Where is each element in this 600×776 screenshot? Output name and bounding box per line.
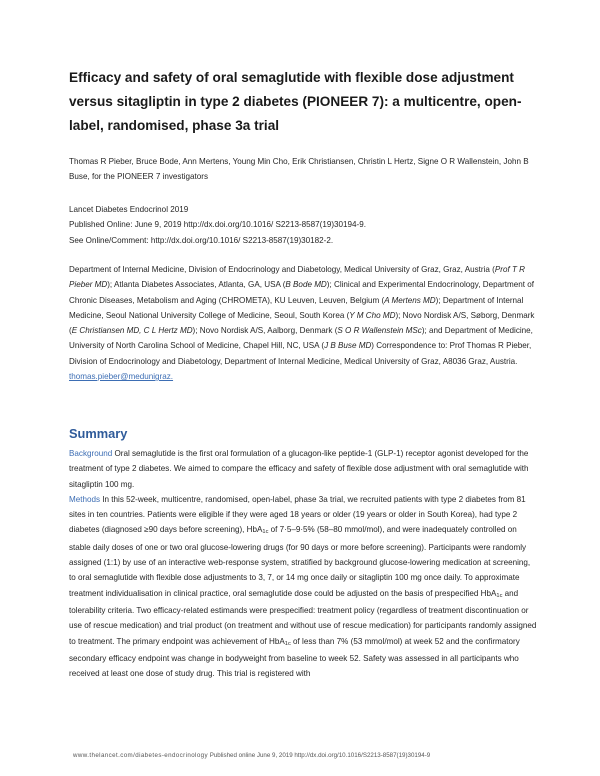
subscript: 1c	[496, 592, 503, 599]
subscript: 1c	[262, 529, 269, 536]
methods-text: and tolerability criteria. Two efficacy-related estimands were prespecified: treatment policy (regardless of treatment discontinuation or use of rescue medication) and trial product (on treatment and without use of rescue medication) for participants randomly assigned to treatment. The primary endpoint was achievement of HbA	[69, 588, 537, 646]
affiliation-author: Y M Cho MD	[349, 310, 396, 320]
subscript: 1c	[284, 640, 291, 647]
background-text: Oral semaglutide is the first oral formulation of a glucagon-like peptide-1 (GLP-1) receptor agonist developed for the treatment of type 2 diabetes. We aimed to compare the efficacy and safety of flexible dose adjustment with oral semaglutide with sitagliptin 100 mg.	[69, 449, 529, 489]
summary-heading: Summary	[69, 426, 128, 441]
see-comment: See Online/Comment: http://dx.doi.org/10.1016/ S2213-8587(19)30182-2.	[69, 235, 334, 245]
background-label: Background	[69, 449, 113, 458]
affiliation-text: Department of Internal Medicine, Division of Endocrinology and Diabetology, Medical University of Graz, Graz, Austria (	[69, 265, 495, 274]
affiliation-text: ) Correspondence to: Prof Thomas R Pieber, Division of Endocrinology and Diabetology, Department of Internal Medicine, Medical University of Graz, A8036 Graz, Austria.	[69, 341, 532, 366]
footer-published: Published online June 9, 2019 http://dx.doi.org/10.1016/S2213-8587(19)30194-9	[208, 752, 431, 759]
affiliations	[69, 262, 539, 384]
methods-text: of 7·5–9·5% (58–80 mmol/mol), and were inadequately controlled on stable daily doses of one or two oral glucose-lowering drugs (for 90 days or more before screening). Participants were randomly assigned (1:1) by use of an interactive web-response system, stratified by background glucose-lowering medication at screening, to oral semaglutide with flexible dose adjustments to 3, 7, or 14 mg once daily or sitagliptin 100 mg once daily. To approximate treatment individualisation in clinical practice, oral semaglutide dose could be adjusted on the basis of prespecified HbA	[69, 525, 531, 598]
affiliation-author: J B Buse MD	[324, 341, 372, 351]
affiliation-author: B Bode MD	[285, 280, 327, 290]
affiliation-text: ); Novo Nordisk A/S, Aalborg, Denmark (	[192, 326, 338, 336]
affiliation-text: ); Novo Nordisk A/S, Søborg, Denmark (	[69, 310, 535, 336]
affiliation-author: E Christiansen MD, C L Hertz MD	[71, 326, 193, 336]
affiliation-author: Prof T R Pieber MD	[69, 265, 526, 290]
affiliation-text: ); and Department of Medicine, University of North Carolina School of Medicine, Chapel Hill, NC, USA (	[69, 326, 533, 351]
methods-paragraph	[69, 492, 539, 682]
journal-info	[69, 202, 539, 248]
correspondence-email-link[interactable]: thomas.pieber@medunigraz.	[69, 372, 174, 382]
article-title: Efficacy and safety of oral semaglutide with flexible dose adjustment versus sitagliptin in type 2 diabetes (PIONEER 7): a multicentre, open-label, randomised, phase 3a trial	[69, 70, 522, 133]
affiliation-text: ); Clinical and Experimental Endocrinology, Department of Chronic Diseases, Metabolism and Aging (CHROMETA), KU Leuven, Leuven, Belgium (	[69, 280, 535, 305]
page-footer	[73, 752, 430, 759]
methods-label: Methods	[69, 494, 101, 504]
footer-site-link[interactable]: www.thelancet.com/diabetes-endocrinology	[73, 752, 209, 759]
summary-body	[69, 446, 539, 681]
methods-text: In this 52-week, multicentre, randomised, open-label, phase 3a trial, we recruited patients with type 2 diabetes from 81 sites in ten countries. Patients were eligible if they were aged 18 years or older (19 years or older in South Korea), had type 2 diabetes (diagnosed ≥90 days before screening), HbA	[69, 494, 526, 535]
journal-citation: Lancet Diabetes Endocrinol 2019	[69, 205, 189, 214]
published-online: Published Online: June 9, 2019 http://dx.doi.org/10.1016/ S2213-8587(19)30194-9.	[69, 220, 366, 230]
affiliation-author: A Mertens MD	[384, 295, 436, 305]
methods-text: of less than 7% (53 mmol/mol) at week 52 and the confirmatory secondary efficacy endpoint was change in bodyweight from baseline to week 52. Safety was assessed in all participants who received at least one dose of study drug. This trial is registered with	[69, 636, 520, 679]
author-list: Thomas R Pieber, Bruce Bode, Ann Mertens, Young Min Cho, Erik Christiansen, Christin L Hertz, Signe O R Wallenstein, John B Buse, for the PIONEER 7 investigators	[69, 157, 529, 182]
affiliation-text: ); Department of Internal Medicine, Seoul National University College of Medicine, Seoul, South Korea (	[69, 295, 524, 320]
background-paragraph	[69, 446, 539, 492]
affiliation-author: S O R Wallenstein MSc	[337, 326, 422, 336]
affiliation-text: ); Atlanta Diabetes Associates, Atlanta, GA, USA (	[107, 280, 286, 290]
